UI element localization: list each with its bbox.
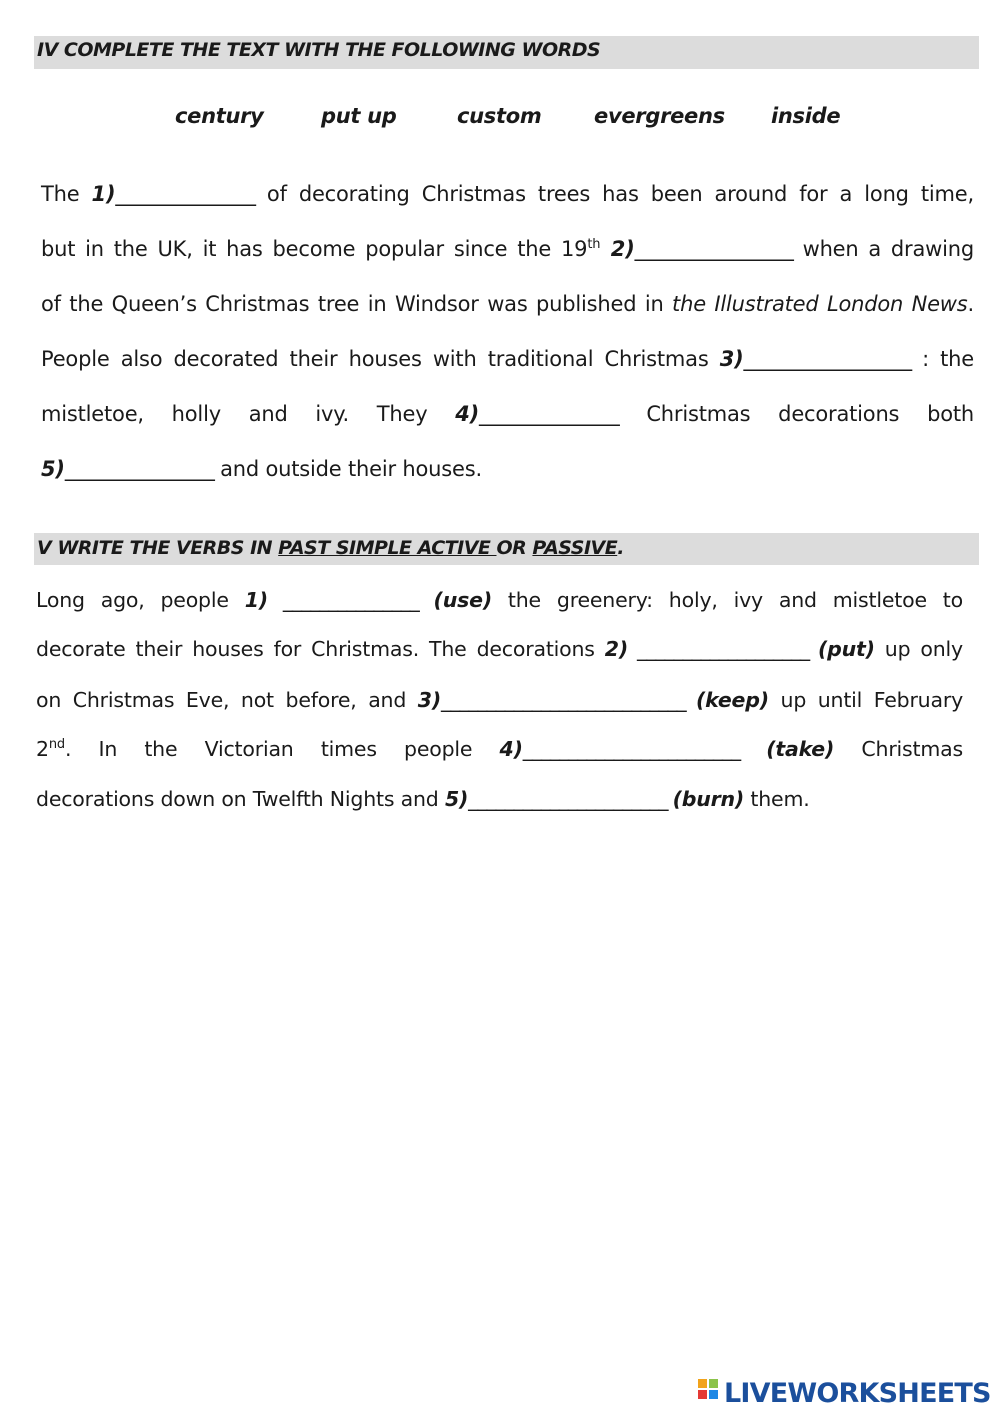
gap-blank[interactable]: __________________: [743, 347, 911, 371]
gap-blank[interactable]: ________________________: [522, 737, 767, 761]
gap-blank[interactable]: _______________: [267, 588, 434, 612]
gap-number: 4): [455, 402, 480, 426]
liveworksheets-logo-icon: [698, 1379, 720, 1407]
text-line: Long ago, people 1) _______________ (use) the greenery: holy, ivy and mistletoe to: [36, 588, 963, 612]
text-line: on Christmas Eve, not before, and 3)___________________________ (keep) up until February: [36, 688, 963, 712]
gap-blank[interactable]: _______________: [479, 402, 619, 426]
text-line: but in the UK, it has become popular since the 19th 2)_________________ when a drawing: [41, 237, 975, 261]
gap-blank[interactable]: ___________________: [628, 637, 818, 661]
text-line: The 1)_______________ of decorating Christmas trees has been around for a long time,: [41, 182, 974, 206]
text-line: decorate their houses for Christmas. The decorations 2) ___________________ (put) up only: [36, 637, 963, 661]
gap-blank[interactable]: ________________: [64, 457, 214, 481]
gap-number: 1): [244, 588, 268, 612]
gap-number: 5): [444, 787, 469, 811]
liveworksheets-logo[interactable]: [698, 1376, 991, 1410]
verb-hint: (take): [766, 737, 835, 761]
gap-number: 2): [600, 237, 635, 261]
gap-number: 4): [499, 737, 523, 761]
word-bank: [0, 104, 1000, 140]
word-bank-item: put up: [321, 104, 397, 128]
gap-blank[interactable]: _______________: [115, 182, 255, 206]
word-bank-item: century: [175, 104, 264, 128]
text-line: mistletoe, holly and ivy. They 4)_______________ Christmas decorations both: [41, 402, 974, 426]
gap-blank[interactable]: ___________________________: [441, 688, 696, 712]
word-bank-item: evergreens: [594, 104, 725, 128]
text-line: People also decorated their houses with traditional Christmas 3)__________________ : the: [41, 347, 974, 371]
gap-number: 1): [91, 182, 116, 206]
word-bank-item: inside: [771, 104, 841, 128]
gap-number: 3): [417, 688, 442, 712]
gap-number: 5): [41, 457, 65, 481]
text-line: 5)________________ and outside their houses.: [41, 457, 482, 481]
gap-number: 2): [604, 637, 629, 661]
section-4-heading: IV COMPLETE THE TEXT WITH THE FOLLOWING WORDS: [34, 36, 979, 69]
verb-hint: (burn): [672, 787, 745, 811]
gap-number: 3): [719, 347, 744, 371]
verb-hint: (keep): [695, 688, 769, 712]
word-bank-item: custom: [457, 104, 542, 128]
text-line: 2nd. In the Victorian times people 4)________________________ (take) Christmas: [36, 737, 963, 761]
verb-hint: (use): [433, 588, 492, 612]
gap-blank[interactable]: ______________________: [468, 787, 673, 811]
gap-blank[interactable]: _________________: [634, 237, 793, 261]
text-line: decorations down on Twelfth Nights and 5)______________________ (burn) them.: [36, 787, 810, 811]
section-5-heading: V WRITE THE VERBS IN PAST SIMPLE ACTIVE OR PASSIVE.: [34, 533, 979, 565]
liveworksheets-logo-text: LIVEWORKSHEETS: [724, 1377, 991, 1409]
verb-hint: (put): [817, 637, 875, 661]
text-line: of the Queen’s Christmas tree in Windsor was published in the Illustrated London News.: [41, 292, 974, 316]
